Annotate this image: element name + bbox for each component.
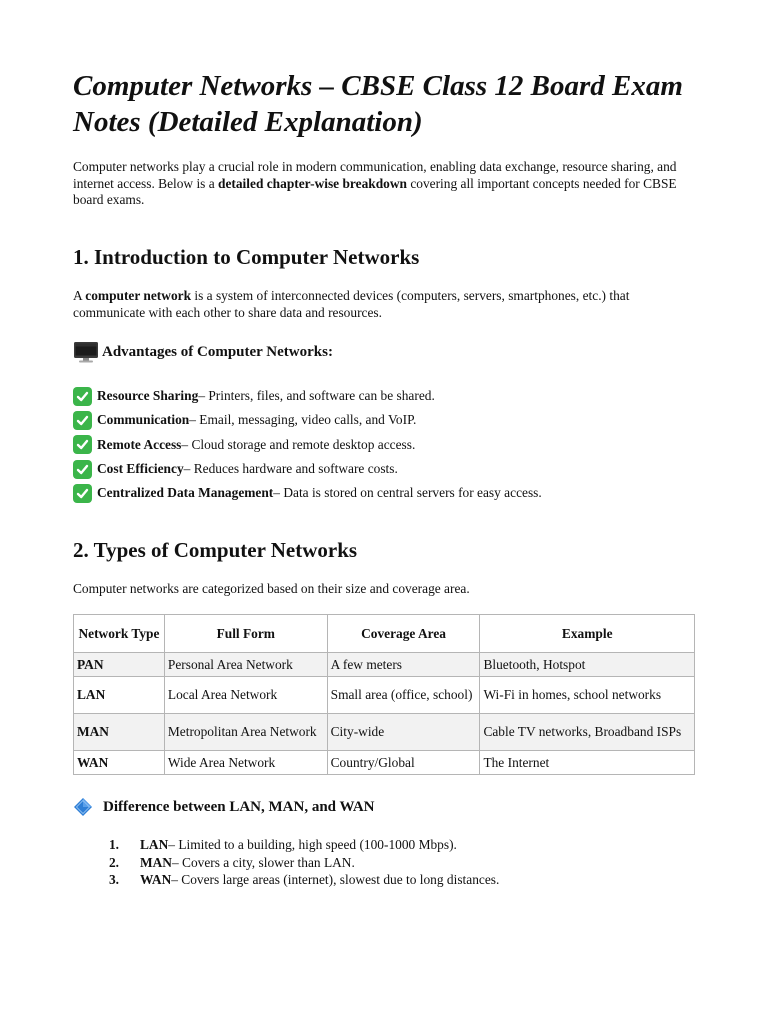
table-row [74,653,695,677]
difference-heading [73,796,375,818]
intro-text-end: covering all important concepts needed for CBSE board exams. [73,175,677,208]
advantage-title: Remote Access [97,436,182,452]
table-cell: Wide Area Network [164,751,327,775]
table-cell: Small area (office, school) [327,677,480,714]
list-number: 2. [108,854,119,870]
table-cell: A few meters [327,653,480,677]
advantage-title: Centralized Data Management [97,485,274,501]
intro-bold-text: detailed chapter-wise breakdown [218,175,407,191]
advantage-item [73,457,542,481]
advantage-description: – Printers, files, and software can be shared. [198,388,435,404]
green-checkmark-icon [73,484,92,503]
green-checkmark-icon [73,435,92,454]
section-1-heading: 1. Introduction to Computer Networks [73,245,420,269]
intro-paragraph [73,159,697,209]
advantage-description: – Email, messaging, video calls, and VoIP. [189,412,417,428]
blue-diamond-icon [73,797,93,817]
difference-title: MAN [140,854,172,870]
table-cell: City-wide [327,714,480,751]
advantage-item [73,481,542,505]
table-cell: LAN [74,677,165,714]
difference-description: – Covers large areas (internet), slowest due to long distances. [171,872,500,887]
table-cell: Bluetooth, Hotspot [480,653,695,677]
green-checkmark-icon [73,387,92,406]
advantage-title: Resource Sharing [97,388,199,404]
advantages-list [73,384,542,505]
difference-description: – Limited to a building, high speed (100-1000 Mbps). [168,837,457,852]
table-cell: The Internet [480,751,695,775]
advantages-heading-text: Advantages of Computer Networks: [102,344,333,360]
difference-item [73,871,499,889]
section-1-text-end: is a system of interconnected devices (computers, servers, smartphones, etc.) that communicate with each other to share data and resources. [73,288,630,320]
advantage-description: – Cloud storage and remote desktop access. [181,436,416,452]
table-row [74,677,695,714]
list-number: 1. [108,837,119,852]
table-cell: Cable TV networks, Broadband ISPs [480,714,695,751]
section-1-text-start: A [73,288,86,303]
table-header-cell: Example [480,615,695,653]
table-cell: MAN [74,714,165,751]
difference-title: WAN [140,872,172,887]
desktop-monitor-icon [73,341,99,363]
advantage-item [73,433,542,457]
table-cell: PAN [74,653,165,677]
difference-item [73,836,499,854]
network-types-table [73,614,695,775]
list-number: 3. [108,872,119,887]
difference-title: LAN [140,837,169,852]
document-title: Computer Networks – CBSE Class 12 Board Exam Notes (Detailed Explanation) [73,70,683,138]
difference-list [73,836,499,889]
table-cell: Wi-Fi in homes, school networks [480,677,695,714]
advantage-item [73,408,542,432]
advantage-title: Cost Efficiency [97,461,184,477]
section-1-bold-text: computer network [85,288,192,303]
green-checkmark-icon [73,460,92,479]
advantage-title: Communication [97,412,190,428]
green-checkmark-icon [73,411,92,430]
table-cell: WAN [74,751,165,775]
advantage-item [73,384,542,408]
table-row [74,751,695,775]
section-2-heading: 2. Types of Computer Networks [73,538,358,562]
intro-text-start: Computer networks play a crucial role in modern communication, enabling data exchange, resource sharing, and internet access. Below is a [73,159,677,191]
table-header-row [74,615,695,653]
section-2-paragraph: Computer networks are categorized based on their size and coverage area. [73,581,470,596]
table-header-cell: Network Type [74,615,165,653]
advantages-heading [73,341,333,363]
table-cell: Personal Area Network [164,653,327,677]
difference-heading-text: Difference between LAN, MAN, and WAN [103,799,375,815]
section-1-paragraph [73,288,697,322]
table-cell: Country/Global [327,751,480,775]
advantage-description: – Data is stored on central servers for easy access. [273,485,542,501]
table-row [74,714,695,751]
advantage-description: – Reduces hardware and software costs. [183,461,398,477]
difference-description: – Covers a city, slower than LAN. [171,854,355,870]
table-header-cell: Full Form [164,615,327,653]
table-cell: Local Area Network [164,677,327,714]
table-cell: Metropolitan Area Network [164,714,327,751]
table-header-cell: Coverage Area [327,615,480,653]
difference-item [73,854,499,872]
